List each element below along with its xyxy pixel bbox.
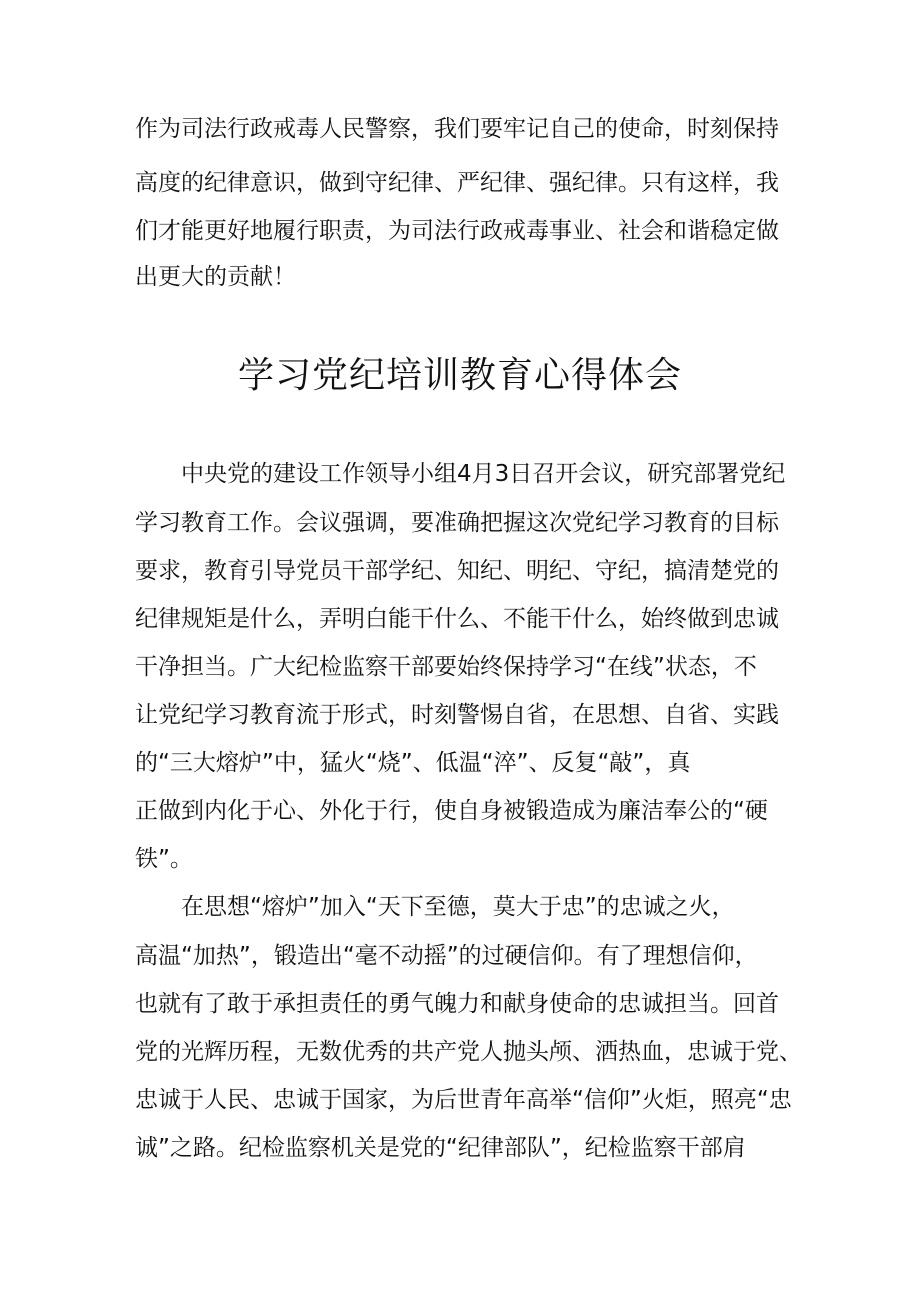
paragraph-line: 正做到内化于心、外化于行，使自身被锻造成为廉洁奉公的“硬 bbox=[135, 798, 768, 824]
paragraph-line: 高温“加热”，锻造出“毫不动摇”的过硬信仰。有了理想信仰， bbox=[135, 943, 758, 969]
intro-line: 高度的纪律意识，做到守纪律、严纪律、强纪律。只有这样，我 bbox=[135, 170, 779, 196]
page-title: 学习党纪培训教育心得体会 bbox=[237, 355, 682, 396]
paragraph-line: 要求，教育引导党员干部学纪、知纪、明纪、守纪，搞清楚党的 bbox=[135, 558, 779, 584]
paragraph-line: 纪律规矩是什么，弄明白能干什么、不能干什么，始终做到忠诚 bbox=[135, 606, 779, 632]
paragraph-line: 干净担当。广大纪检监察干部要始终保持学习“在线”状态，不 bbox=[135, 654, 757, 680]
intro-line: 出更大的贡献！ bbox=[135, 264, 296, 290]
paragraph-line: 也就有了敢于承担责任的勇气魄力和献身使命的忠诚担当。回首 bbox=[135, 991, 779, 1017]
paragraph-line: 在思想“熔炉”加入“天下至德，莫大于忠”的忠诚之火， bbox=[181, 894, 735, 920]
intro-line: 作为司法行政戒毒人民警察，我们要牢记自己的使命，时刻保持 bbox=[135, 116, 779, 142]
paragraph-line: 忠诚于人民、忠诚于国家，为后世青年高举“信仰”火炬，照亮“忠 bbox=[135, 1087, 792, 1113]
paragraph-line: 铁”。 bbox=[135, 846, 193, 872]
paragraph-line: 诚”之路。纪检监察机关是党的“纪律部队”，纪检监察干部肩 bbox=[135, 1135, 746, 1161]
paragraph-line: 党的光辉历程，无数优秀的共产党人抛头颅、洒热血，忠诚于党、 bbox=[135, 1039, 802, 1065]
intro-line: 们才能更好地履行职责，为司法行政戒毒事业、社会和谐稳定做 bbox=[135, 218, 779, 244]
paragraph-line: 学习教育工作。会议强调，要准确把握这次党纪学习教育的目标 bbox=[135, 510, 779, 536]
paragraph-line: 中央党的建设工作领导小组4月3日召开会议，研究部署党纪 bbox=[181, 461, 786, 487]
paragraph-line: 让党纪学习教育流于形式，时刻警惕自省，在思想、自省、实践 bbox=[135, 702, 779, 728]
paragraph-line: 的“三大熔炉”中，猛火“烧”、低温“淬”、反复“敲”，真 bbox=[135, 750, 691, 776]
